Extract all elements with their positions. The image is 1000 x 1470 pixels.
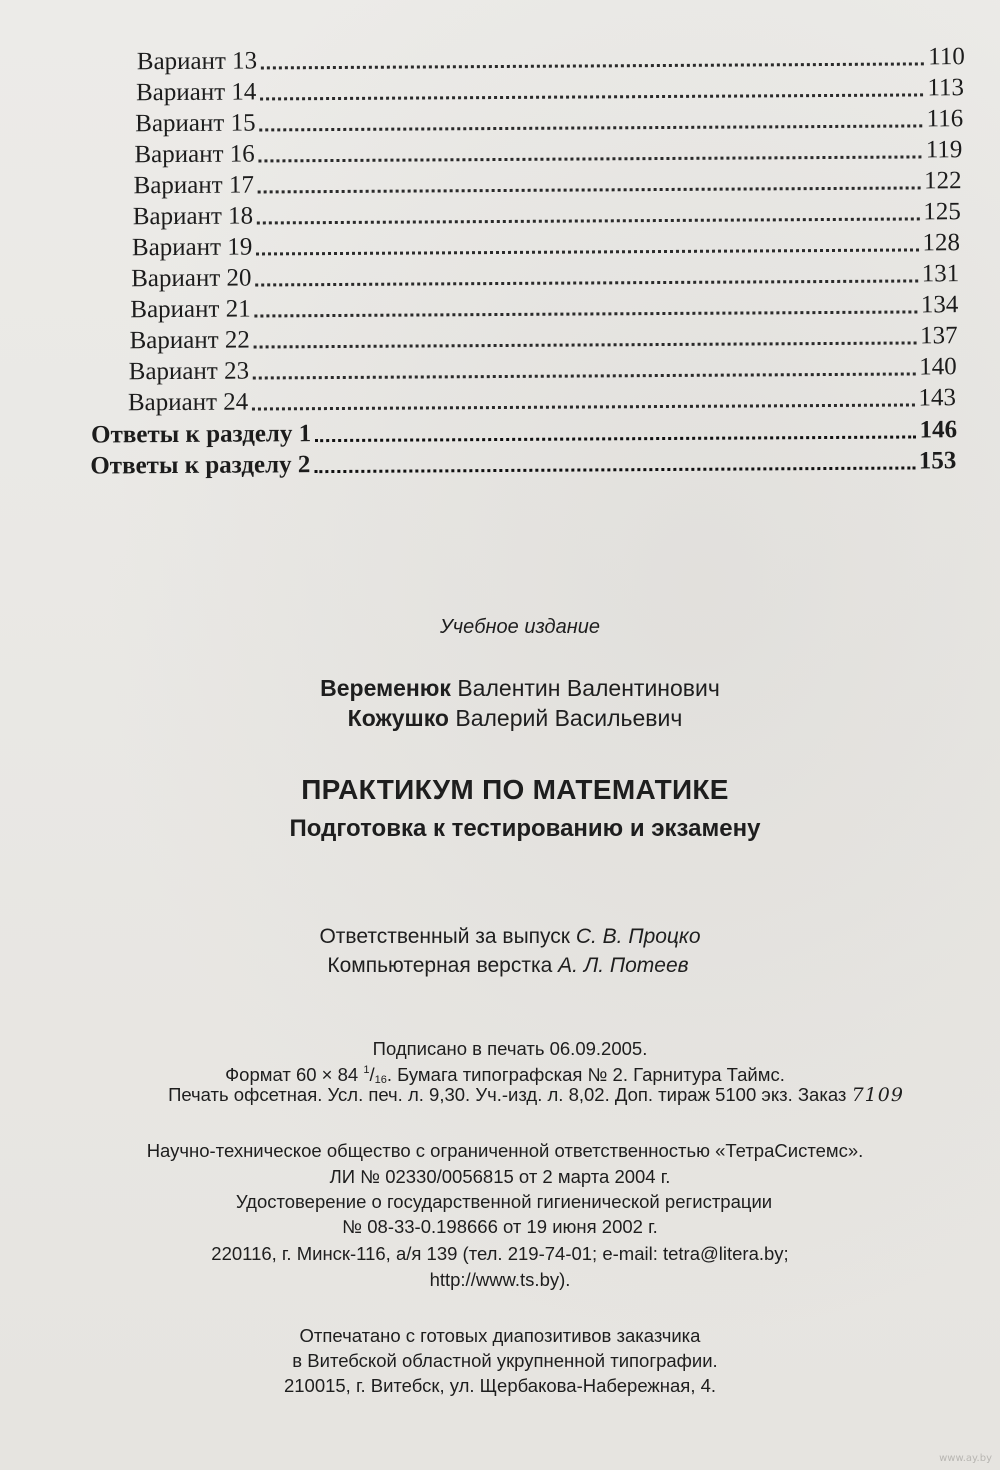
publisher-line: ЛИ № 02330/0056815 от 2 марта 2004 г. bbox=[329, 1166, 671, 1187]
publisher-line: № 08-33-0.198666 от 19 июня 2002 г. bbox=[342, 1216, 658, 1237]
toc-entry-page: 116 bbox=[926, 105, 964, 133]
author-given-name: Валентин Валентинович bbox=[457, 675, 720, 701]
format-line: Формат 60 × 84 $^1/_{16}$. Бумага типографская № 2. Гарнитура Таймс. bbox=[225, 1064, 785, 1086]
toc-leader bbox=[254, 340, 916, 348]
toc-section-entry bbox=[91, 414, 957, 449]
format-suffix: . Бумага типографская № 2. Гарнитура Таймс. bbox=[386, 1064, 785, 1085]
book-subtitle: Подготовка к тестированию и экзамену bbox=[289, 815, 761, 842]
toc-entry-label: Вариант 15 bbox=[135, 109, 256, 138]
credit-line bbox=[10, 925, 1000, 949]
toc-entry-label: Ответы к разделу 1 bbox=[91, 420, 312, 449]
toc-entry-label: Вариант 22 bbox=[129, 326, 250, 355]
toc-entry bbox=[136, 72, 964, 107]
toc-entry-page: 125 bbox=[923, 198, 961, 226]
publisher-line: http://www.ts.by). bbox=[429, 1269, 571, 1290]
toc-entry bbox=[129, 351, 957, 386]
publisher-line: Научно-техническое общество с ограниченной ответственностью «ТетраСистемс». bbox=[146, 1140, 864, 1161]
toc-entry-page: 153 bbox=[918, 447, 957, 475]
toc-leader bbox=[256, 247, 918, 255]
credit-name: С. В. Процко bbox=[575, 925, 701, 948]
toc-entry-page: 128 bbox=[922, 229, 961, 257]
credit-name: А. Л. Потеев bbox=[558, 954, 689, 977]
toc-entry-page: 119 bbox=[925, 136, 963, 164]
author-line bbox=[20, 675, 1000, 702]
credit-role: Ответственный за выпуск bbox=[319, 925, 570, 948]
toc-leader bbox=[252, 402, 914, 410]
toc-entry-label: Вариант 20 bbox=[131, 264, 252, 293]
author-surname: Веременюк bbox=[320, 675, 451, 701]
format-fraction-den: 16 bbox=[374, 1074, 387, 1086]
publisher-line: 220116, г. Минск-116, а/я 139 (тел. 219-74-01; e-mail: tetra@litera.by; bbox=[211, 1243, 789, 1264]
toc-entry-page: 140 bbox=[919, 353, 957, 381]
toc-leader bbox=[315, 434, 915, 442]
toc-leader bbox=[253, 371, 915, 379]
toc-entry-label: Вариант 18 bbox=[132, 202, 254, 231]
print-line: Печать офсетная. Усл. печ. л. 9,30. Уч.-изд. л. 8,02. Доп. тираж 5100 экз. Заказ bbox=[168, 1084, 847, 1105]
site-watermark: www.ay.by bbox=[939, 1453, 992, 1464]
toc-entry-label: Вариант 13 bbox=[136, 47, 258, 76]
toc-entry-label: Вариант 23 bbox=[128, 357, 250, 386]
toc-leader bbox=[314, 465, 914, 473]
toc-entry bbox=[133, 196, 961, 231]
toc-entry bbox=[129, 320, 957, 355]
table-of-contents bbox=[0, 0, 1000, 503]
toc-leader bbox=[255, 309, 917, 317]
toc-entry-page: 137 bbox=[919, 322, 958, 350]
toc-entry-page: 146 bbox=[919, 416, 958, 444]
author-given-name: Валерий Васильевич bbox=[455, 705, 683, 731]
printer-line: 210015, г. Витебск, ул. Щербакова-Набережная, 4. bbox=[283, 1375, 717, 1396]
toc-entry bbox=[132, 227, 960, 262]
toc-entry-label: Вариант 16 bbox=[134, 140, 255, 169]
printer-line: в Витебской областной укрупненной типографии. bbox=[292, 1350, 718, 1371]
toc-entry-page: 122 bbox=[924, 167, 962, 195]
toc-leader bbox=[257, 216, 919, 224]
credit-role: Компьютерная верстка bbox=[327, 954, 553, 977]
toc-leader bbox=[260, 123, 923, 131]
toc-entry bbox=[130, 289, 958, 324]
toc-leader bbox=[256, 278, 918, 286]
book-title: ПРАКТИКУМ ПО МАТЕМАТИКЕ bbox=[301, 774, 729, 805]
signed-date: Подписано в печать 06.09.2005. bbox=[372, 1038, 648, 1059]
toc-entry-label: Ответы к разделу 2 bbox=[90, 451, 311, 480]
toc-section-entry bbox=[90, 445, 956, 480]
format-prefix: Формат 60 × 84 bbox=[225, 1064, 359, 1085]
toc-entry-label: Вариант 14 bbox=[135, 78, 257, 107]
toc-leader bbox=[258, 185, 920, 193]
toc-entry bbox=[134, 134, 962, 169]
toc-entry bbox=[131, 258, 959, 293]
toc-entry-label: Вариант 17 bbox=[133, 171, 254, 200]
printer-line: Отпечатано с готовых диапозитивов заказчика bbox=[299, 1325, 701, 1346]
toc-leader bbox=[260, 92, 923, 100]
toc-leader bbox=[259, 154, 922, 162]
author-line bbox=[15, 705, 1000, 732]
author-surname: Кожушко bbox=[347, 705, 449, 731]
credit-line bbox=[8, 954, 1000, 978]
toc-entry-label: Вариант 24 bbox=[127, 388, 249, 417]
toc-entry-page: 143 bbox=[918, 384, 956, 412]
toc-entry bbox=[128, 382, 956, 417]
toc-entry-label: Вариант 21 bbox=[130, 295, 251, 324]
format-fraction-num: 1 bbox=[363, 1064, 370, 1076]
edition-type: Учебное издание bbox=[440, 616, 600, 638]
order-number-handwritten: 7109 bbox=[851, 1084, 904, 1106]
toc-leader bbox=[261, 61, 924, 69]
toc-entry-page: 110 bbox=[928, 43, 965, 71]
toc-entry-page: 131 bbox=[921, 260, 960, 288]
publisher-line: Удостоверение о государственной гигиенической регистрации bbox=[235, 1191, 773, 1212]
print-details bbox=[36, 1084, 1000, 1106]
toc-entry bbox=[134, 165, 962, 200]
toc-entry-page: 113 bbox=[927, 74, 965, 102]
toc-entry bbox=[135, 103, 963, 138]
toc-entry-label: Вариант 19 bbox=[131, 233, 253, 262]
toc-entry-page: 134 bbox=[920, 291, 959, 319]
toc-entry bbox=[137, 41, 965, 76]
